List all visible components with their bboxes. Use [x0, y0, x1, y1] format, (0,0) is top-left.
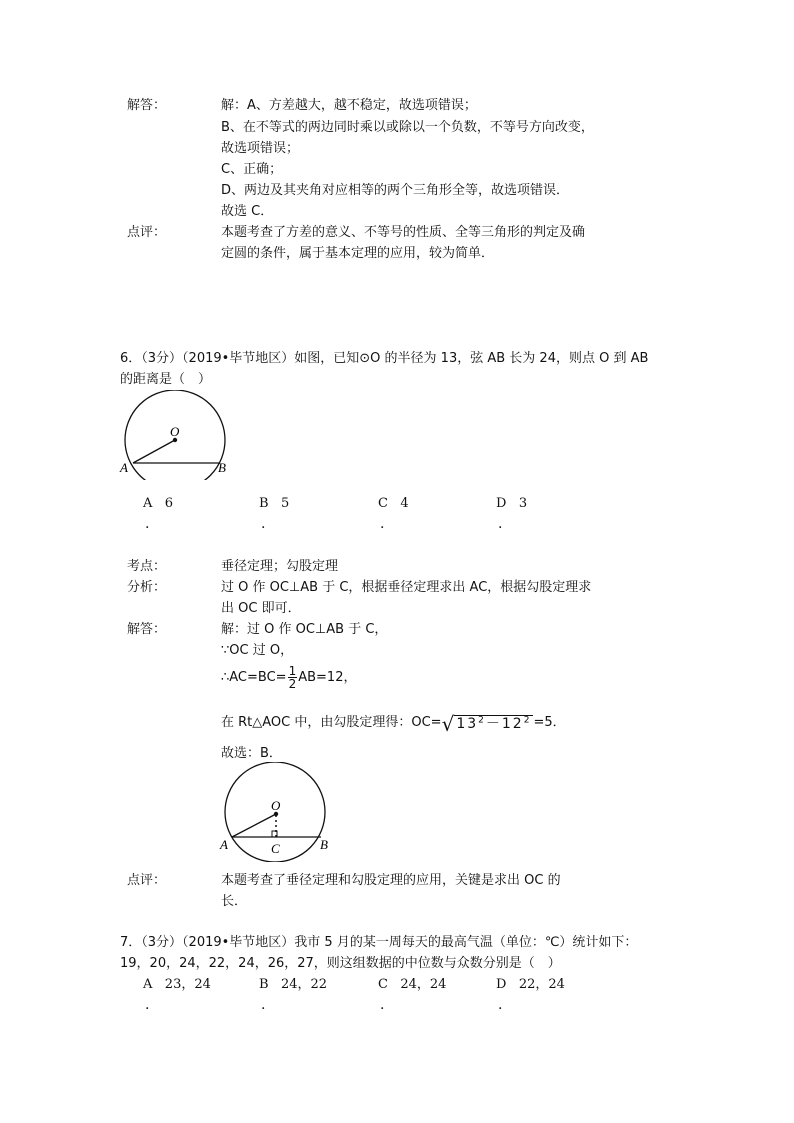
q6-option-a-value: 6: [164, 496, 174, 511]
q5-comment-label: 点评：: [127, 225, 167, 240]
q7-stem-line-2: 19，20，24，22，24，26，27，则这组数据的中位数与众数分别是（ ）: [120, 956, 561, 971]
q7-option-c[interactable]: [378, 975, 446, 995]
q6-answer-line-4: [221, 707, 566, 738]
q6-option-a[interactable]: [143, 494, 173, 514]
q5-comment-line-1: 本题考查了方差的意义、不等号的性质、全等三角形的判定及确: [221, 225, 586, 240]
q5-answer-line-4: C、正确；: [221, 162, 283, 177]
sqrt-term-b-exp: 2: [523, 715, 532, 725]
q5-answer-line-5: D、两边及其夹角对应相等的两个三角形全等，故选项错误．: [221, 183, 570, 198]
q6-stem-line-1: 6．（3分）（2019•毕节地区）如图，已知⊙O 的半径为 13，弦 AB 长为 24，则点 O 到 AB: [120, 351, 649, 366]
q6-fig1-label-o: O: [170, 424, 180, 439]
q7-option-b-value: 24，22: [280, 977, 328, 992]
q6-option-b-value: 5: [280, 496, 290, 511]
q6-option-c[interactable]: [378, 494, 409, 514]
q6-fig2-label-b: B: [320, 837, 328, 852]
q6-option-d-letter: D: [496, 496, 507, 511]
q6-analysis-label: 分析：: [127, 580, 167, 595]
q5-answer-line-3: 故选项错误；: [221, 141, 300, 156]
q7-option-d[interactable]: [496, 975, 565, 995]
q6-option-b-letter: B: [259, 496, 269, 511]
fraction-denominator: 2: [288, 677, 297, 691]
q6-option-d-value: 3: [518, 496, 528, 511]
q7-option-a-letter: A: [143, 977, 153, 992]
q7-option-c-dot: .: [380, 997, 385, 1013]
q5-answer-label: 解答：: [127, 98, 167, 113]
q7-stem-line-1: 7．（3分）（2019•毕节地区）我市 5 月的某一周每天的最高气温（单位：℃）统计如下：: [120, 935, 638, 950]
sqrt-term-b: 12: [501, 715, 524, 732]
q6-answer-line-1: 解：过 O 作 OC⊥AB 于 C，: [221, 622, 388, 637]
q6-figure-circle: [115, 390, 235, 480]
square-root: [442, 707, 534, 738]
sqrt-minus: －: [485, 715, 502, 732]
q6-point-text: 垂径定理；勾股定理: [221, 559, 339, 574]
q6-comment-line-1: 本题考查了垂径定理和勾股定理的应用，关键是求出 OC 的: [221, 873, 561, 888]
q5-answer-line-2: B、在不等式的两边同时乘以或除以一个负数，不等号方向改变，: [221, 120, 594, 135]
q7-option-d-letter: D: [496, 977, 507, 992]
q6-analysis-line-2: 出 OC 即可．: [221, 601, 301, 616]
q6-option-b[interactable]: [259, 494, 289, 514]
q6-option-c-dot: .: [380, 516, 385, 532]
q7-option-b-letter: B: [259, 977, 269, 992]
q6-answer-line-4-post: =5．: [533, 714, 566, 730]
q6-answer-line-4-pre: 在 Rt△AOC 中，由勾股定理得：OC=: [221, 714, 442, 730]
q6-option-a-dot: .: [145, 516, 150, 532]
q6-answer-label: 解答：: [127, 622, 167, 637]
q6-answer-line-2: ∵OC 过 O，: [221, 643, 294, 658]
q6-option-d[interactable]: [496, 494, 527, 514]
q6-option-c-value: 4: [400, 496, 409, 511]
q6-answer-line-3: [221, 664, 356, 692]
q5-answer-line-1: 解：A、方差越大，越不稳定，故选项错误；: [221, 98, 477, 113]
q6-option-d-dot: .: [498, 516, 503, 532]
q7-option-a-value: 23，24: [164, 977, 211, 992]
q6-answer-line-3-pre: ∴AC=BC=: [221, 670, 287, 685]
q6-option-c-letter: C: [378, 496, 388, 511]
q6-fig2-label-o: O: [271, 798, 281, 813]
q6-comment-label: 点评：: [127, 873, 167, 888]
q6-answer-line-5: 故选：B．: [221, 746, 282, 761]
q6-figure-circle-solution: [215, 762, 340, 862]
q7-option-c-value: 24，24: [400, 977, 447, 992]
q7-option-a-dot: .: [145, 997, 150, 1013]
q6-answer-line-3-post: AB=12，: [298, 670, 357, 685]
q7-option-d-value: 22，24: [518, 977, 565, 992]
q7-option-b-dot: .: [261, 997, 266, 1013]
q5-answer-line-6: 故选 C．: [221, 204, 274, 219]
q5-comment-line-2: 定圆的条件，属于基本定理的应用，较为简单．: [221, 246, 495, 261]
q6-fig1-label-a: A: [120, 460, 128, 475]
q6-point-label: 考点：: [127, 559, 167, 574]
fraction-half: [288, 665, 298, 690]
fraction-numerator: 1: [288, 664, 297, 678]
q6-analysis-line-1: 过 O 作 OC⊥AB 于 C，根据垂径定理求出 AC，根据勾股定理求: [221, 580, 592, 595]
q6-option-a-letter: A: [143, 496, 153, 511]
sqrt-term-a: 13: [456, 715, 479, 732]
q6-fig2-label-a: A: [220, 837, 228, 852]
q6-fig2-label-c: C: [271, 841, 280, 856]
q7-option-b[interactable]: [259, 975, 327, 995]
q7-option-d-dot: .: [498, 997, 503, 1013]
q6-stem-line-2: 的距离是（ ）: [120, 372, 212, 387]
q6-option-b-dot: .: [261, 516, 266, 532]
q7-option-a[interactable]: [143, 975, 211, 995]
radical-sign-icon: √: [441, 712, 455, 737]
sqrt-term-a-exp: 2: [478, 715, 486, 725]
q6-fig1-label-b: B: [218, 460, 226, 475]
q6-comment-line-2: 长．: [221, 894, 248, 909]
q7-option-c-letter: C: [378, 977, 388, 992]
